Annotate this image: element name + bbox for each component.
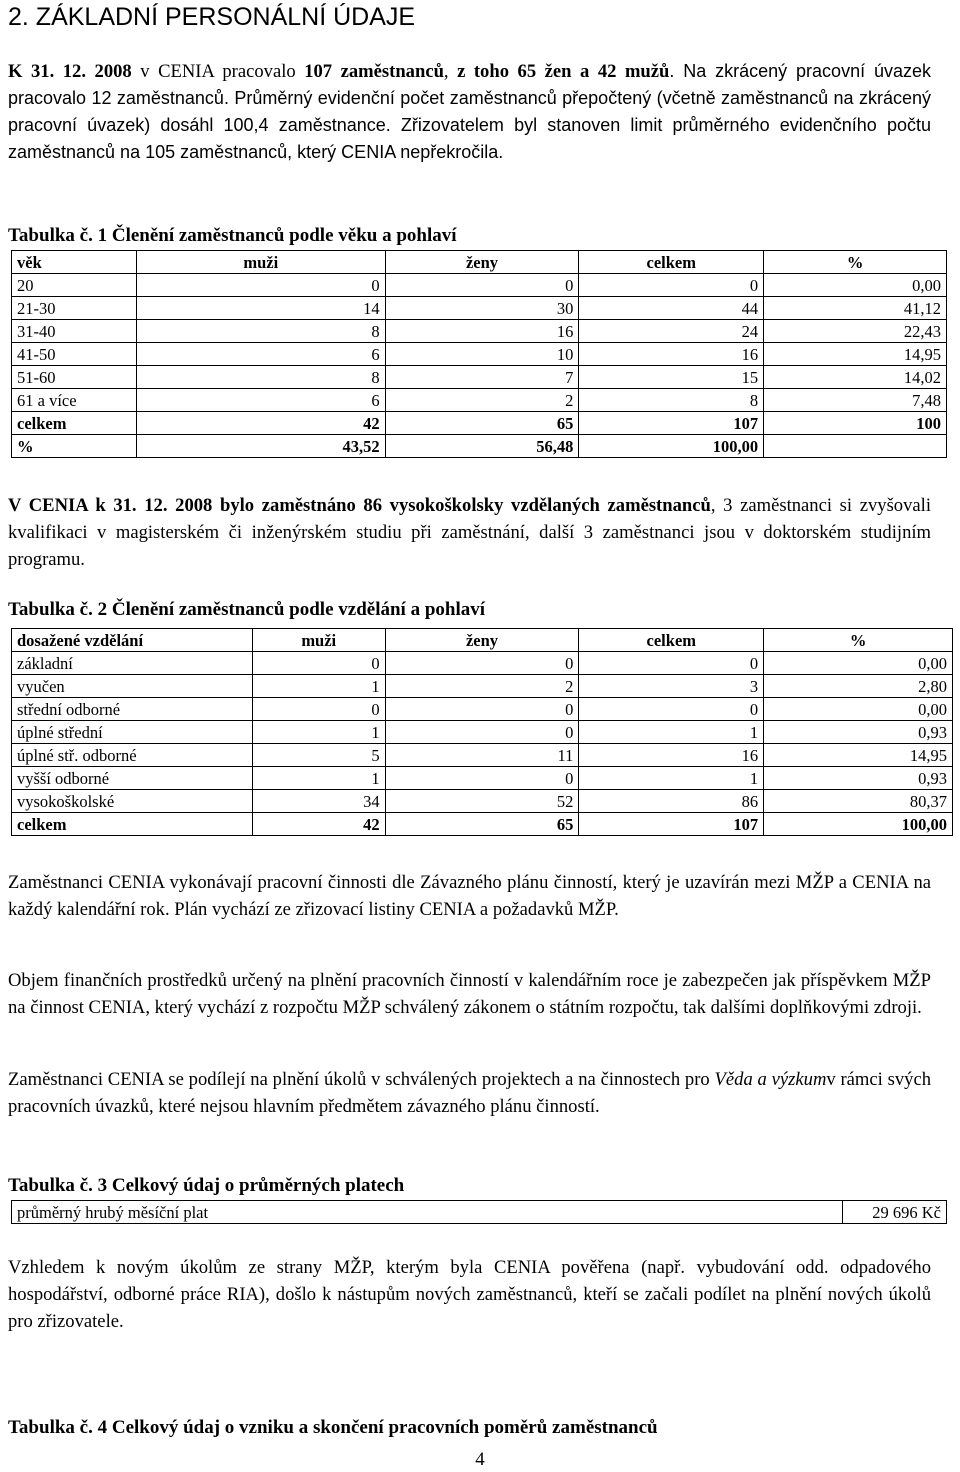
research-italic: Věda a výzkum — [714, 1069, 827, 1090]
table-row-cell: 8 — [136, 320, 385, 343]
table-percent-row-cell: 56,48 — [385, 435, 579, 458]
table-row-cell: 86 — [579, 790, 764, 813]
table-row-cell: 20 — [12, 274, 137, 297]
table-header-row-cell: celkem — [579, 251, 764, 274]
table-total-row-cell: 100,00 — [764, 813, 953, 836]
table-header-row-cell: % — [764, 251, 947, 274]
table-row-cell: 41-50 — [12, 343, 137, 366]
intro-text-3: . Na zkrácený pracovní úvazek pracovalo 12 zaměstnanců. Průměrný evidenční počet zaměstnanců přepočtený (včetně zaměstnanců na zkrácený pracovní úvazek) dosáhl 100,4 zaměstnance. Zřizovatelem byl stanoven limit průměrného evidenčního počtu zaměstnanců na 105 zaměstnanců, který CENIA nepřekročila. — [8, 61, 931, 162]
table-row-cell: 0 — [385, 767, 579, 790]
table-percent-row — [12, 435, 947, 458]
table-row-cell: 15 — [579, 366, 764, 389]
intro-date: K 31. 12. 2008 — [8, 61, 132, 82]
table-row-cell: 44 — [579, 297, 764, 320]
table-row-cell: 0,00 — [764, 698, 953, 721]
table-row-cell: 2 — [385, 389, 579, 412]
education-gender-table — [11, 628, 953, 836]
table-total-row-cell: 100 — [764, 412, 947, 435]
table-row-cell: 52 — [385, 790, 579, 813]
table-row-cell: 0 — [385, 652, 579, 675]
table-row-cell: úplné stř. odborné — [12, 744, 253, 767]
table-total-row-cell: 65 — [385, 813, 579, 836]
table-row-cell: 5 — [252, 744, 385, 767]
table-row-cell: 0 — [579, 652, 764, 675]
table-row-cell: 8 — [136, 366, 385, 389]
table1-caption: Tabulka č. 1 Členění zaměstnanců podle věku a pohlaví — [8, 225, 457, 246]
table-total-row-cell: 107 — [579, 412, 764, 435]
age-gender-table — [11, 250, 947, 458]
table-row-cell: 3 — [579, 675, 764, 698]
table-row-cell: 14,95 — [764, 744, 953, 767]
intro-paragraph — [8, 58, 931, 166]
table-row-cell: 1 — [252, 721, 385, 744]
table-header-row-cell: ženy — [385, 629, 579, 652]
table-row — [12, 366, 947, 389]
table-row-cell: úplné střední — [12, 721, 253, 744]
table-row-cell: 0 — [136, 274, 385, 297]
table-row-cell: 6 — [136, 389, 385, 412]
table-row-cell: 14,02 — [764, 366, 947, 389]
table-header-row-cell: muži — [136, 251, 385, 274]
intro-text-2: , — [443, 61, 458, 82]
table-row-cell: 31-40 — [12, 320, 137, 343]
table-row — [12, 274, 947, 297]
salary-value: 29 696 Kč — [843, 1201, 947, 1224]
table-row — [12, 744, 953, 767]
table-row — [12, 652, 953, 675]
page-number: 4 — [475, 1449, 485, 1470]
table-row — [12, 721, 953, 744]
intro-employees: 107 zaměstnanců — [304, 61, 444, 82]
table-percent-row-cell: 100,00 — [579, 435, 764, 458]
table-row-cell: 34 — [252, 790, 385, 813]
table-row-cell: 14 — [136, 297, 385, 320]
table-row-cell: 0 — [252, 652, 385, 675]
table-row-cell: 0,00 — [764, 652, 953, 675]
table-total-row-cell: celkem — [12, 813, 253, 836]
education-bold-text: V CENIA k 31. 12. 2008 bylo zaměstnáno 86 vysokoškolsky vzdělaných zaměstnanců — [8, 495, 711, 516]
table-row-cell: 16 — [579, 343, 764, 366]
table-row — [12, 698, 953, 721]
table-row-cell: 8 — [579, 389, 764, 412]
table-row-cell: 10 — [385, 343, 579, 366]
table-row-cell: 0,93 — [764, 767, 953, 790]
table-row-cell: 2 — [385, 675, 579, 698]
table-row — [12, 343, 947, 366]
table-header-row — [12, 629, 953, 652]
table-header-row-cell: % — [764, 629, 953, 652]
table-row-cell: 0 — [252, 698, 385, 721]
table-row-cell: 24 — [579, 320, 764, 343]
table-row-cell: 6 — [136, 343, 385, 366]
work-paragraph: Zaměstnanci CENIA vykonávají pracovní činnosti dle Závazného plánu činností, který je uzavírán mezi MŽP a CENIA na každý kalendářní rok. Plán vychází ze zřizovací listiny CENIA a požadavků MŽP. — [8, 872, 931, 920]
table-row-cell: 0 — [385, 698, 579, 721]
table3-caption: Tabulka č. 3 Celkový údaj o průměrných platech — [8, 1175, 405, 1196]
education-paragraph — [8, 492, 931, 573]
salary-label: průměrný hrubý měsíční plat — [12, 1201, 843, 1224]
table-total-row-cell: 42 — [252, 813, 385, 836]
table-total-row — [12, 813, 953, 836]
table-percent-row-cell: % — [12, 435, 137, 458]
table-header-row-cell: dosažené vzdělání — [12, 629, 253, 652]
table-row-cell: 21-30 — [12, 297, 137, 320]
table-row — [12, 767, 953, 790]
table-row-cell: 61 a více — [12, 389, 137, 412]
table-row-cell: 1 — [252, 767, 385, 790]
table-row — [12, 389, 947, 412]
table-row-cell: 16 — [385, 320, 579, 343]
section-title: 2. ZÁKLADNÍ PERSONÁLNÍ ÚDAJE — [8, 3, 416, 31]
table-row-cell: 51-60 — [12, 366, 137, 389]
table-percent-row-cell — [764, 435, 947, 458]
table-header-row-cell: muži — [252, 629, 385, 652]
intro-text-1: v CENIA pracovalo — [131, 61, 305, 82]
table-row-cell: vysokoškolské — [12, 790, 253, 813]
finance-paragraph: Objem finančních prostředků určený na plnění pracovních činností v kalendářním roce je zabezpečen jak příspěvkem MŽP na činnost CENIA, který vychází z rozpočtu MŽP schválený zákonem o státním rozpočtu, tak dalšími doplňkovými zdroji. — [8, 970, 931, 1018]
table-row-cell: 0,93 — [764, 721, 953, 744]
research-text-1: Zaměstnanci CENIA se podílejí na plnění úkolů v schválených projektech a na činnostech pro — [8, 1069, 715, 1090]
table-row-cell: 41,12 — [764, 297, 947, 320]
table-row-cell: 16 — [579, 744, 764, 767]
table-header-row — [12, 251, 947, 274]
research-paragraph — [8, 1066, 931, 1120]
table-row-cell: 7 — [385, 366, 579, 389]
table-row-cell: 0 — [385, 721, 579, 744]
table-row-cell: 80,37 — [764, 790, 953, 813]
education-rest-text: , 3 zaměstnanci si zvyšovali kvalifikaci v magisterském či inženýrském studiu při zaměstnání, další 3 zaměstnanci jsou v doktorském studijním programu. — [8, 495, 931, 570]
table-row — [12, 790, 953, 813]
salary-table — [11, 1200, 947, 1224]
table-percent-row-cell: 43,52 — [136, 435, 385, 458]
table-total-row-cell: 107 — [579, 813, 764, 836]
table-row-cell: 1 — [579, 767, 764, 790]
table-row-cell: 0,00 — [764, 274, 947, 297]
table-row-cell: 1 — [579, 721, 764, 744]
table-row — [12, 320, 947, 343]
table-row-cell: 14,95 — [764, 343, 947, 366]
table-row-cell: 7,48 — [764, 389, 947, 412]
table-row-cell: 11 — [385, 744, 579, 767]
table-row-cell: 0 — [579, 698, 764, 721]
table-row-cell: 30 — [385, 297, 579, 320]
intro-gender: z toho 65 žen a 42 mužů — [457, 61, 670, 82]
table-total-row — [12, 412, 947, 435]
table2-caption: Tabulka č. 2 Členění zaměstnanců podle vzdělání a pohlaví — [8, 599, 486, 620]
table-row-cell: základní — [12, 652, 253, 675]
research-text-2: v rámci svých pracovních úvazků, které nejsou hlavním předmětem závazného plánu činností. — [8, 1069, 931, 1117]
table-row — [12, 297, 947, 320]
table4-caption: Tabulka č. 4 Celkový údaj o vzniku a skončení pracovních poměrů zaměstnanců — [8, 1417, 658, 1438]
table-row-cell: vyučen — [12, 675, 253, 698]
table-row-cell: vyšší odborné — [12, 767, 253, 790]
table-header-row-cell: ženy — [385, 251, 579, 274]
table-row-cell: střední odborné — [12, 698, 253, 721]
table-total-row-cell: 42 — [136, 412, 385, 435]
table-row-cell: 0 — [579, 274, 764, 297]
table-header-row-cell: celkem — [579, 629, 764, 652]
table-header-row-cell: věk — [12, 251, 137, 274]
table-total-row-cell: celkem — [12, 412, 137, 435]
table-total-row-cell: 65 — [385, 412, 579, 435]
table-row-cell: 22,43 — [764, 320, 947, 343]
table-row-cell: 1 — [252, 675, 385, 698]
table-row-cell: 0 — [385, 274, 579, 297]
table-row — [12, 675, 953, 698]
table-row-cell: 2,80 — [764, 675, 953, 698]
new-tasks-paragraph: Vzhledem k novým úkolům ze strany MŽP, kterým byla CENIA pověřena (např. vybudování odd. odpadového hospodářství, odborné práce RIA), došlo k nástupům nových zaměstnanců, kteří se začali podílet na plnění nových úkolů pro zřizovatele. — [8, 1257, 931, 1332]
